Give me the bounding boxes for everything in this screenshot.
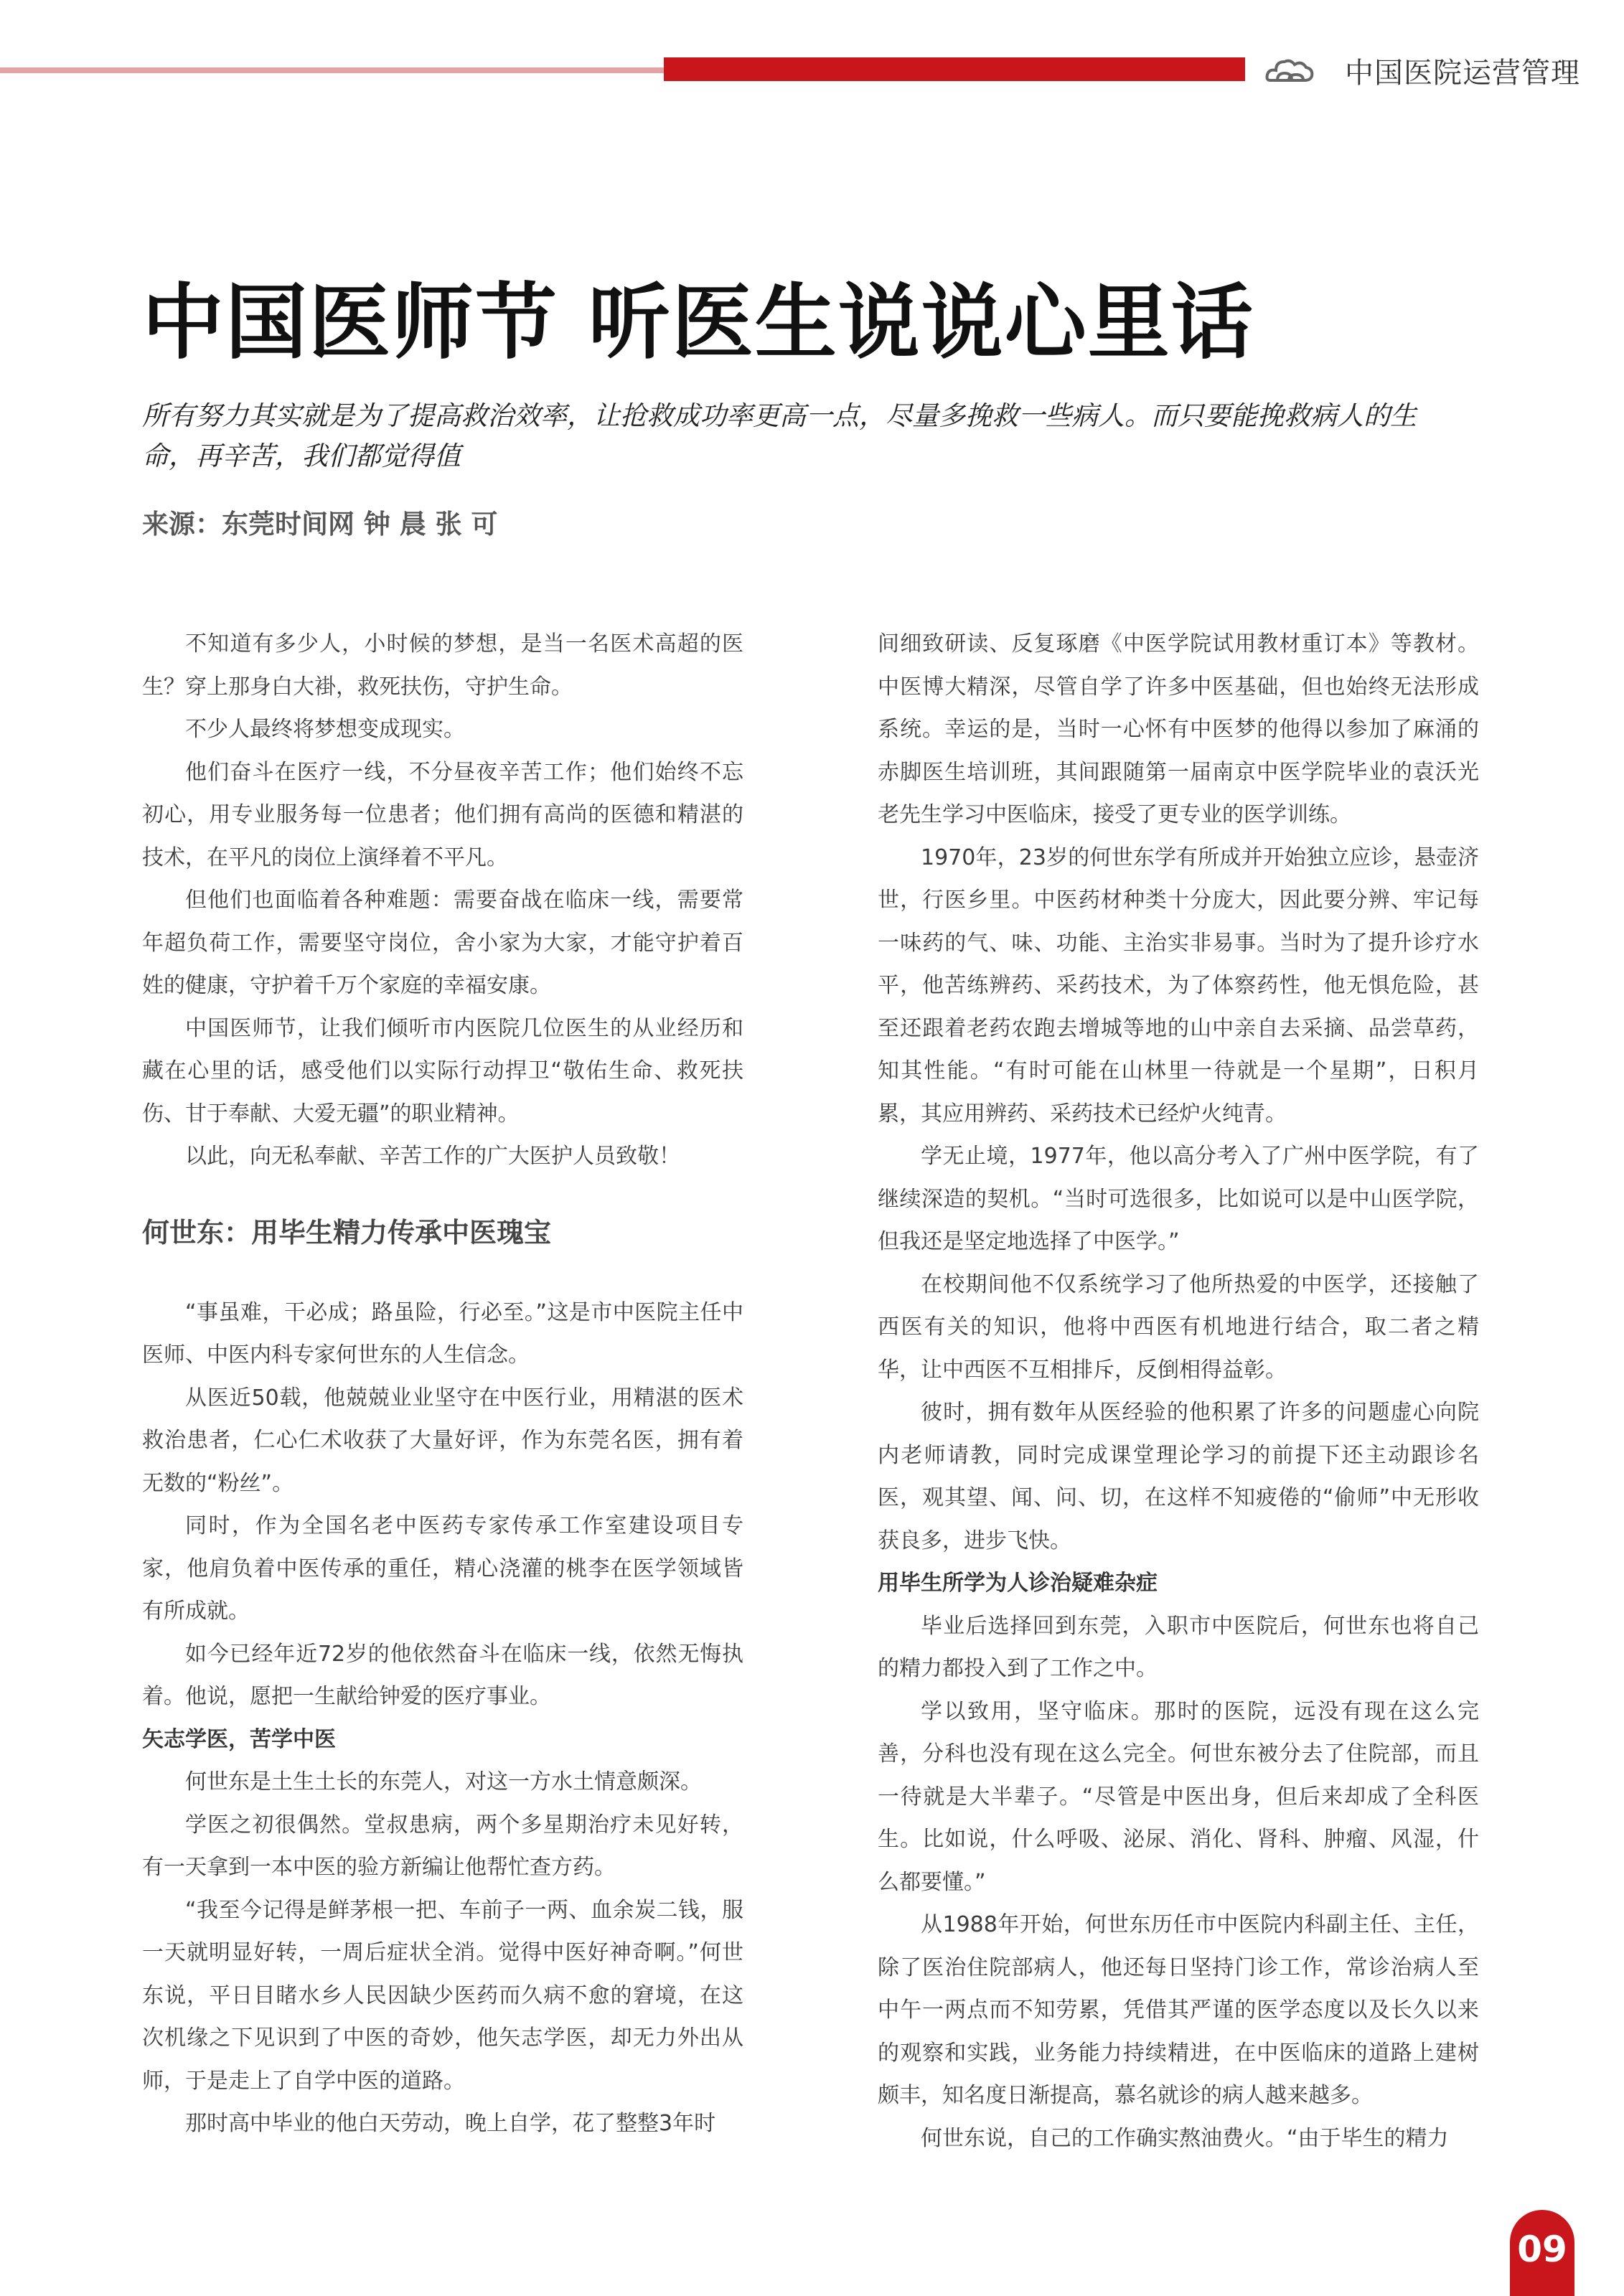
article-source: 来源：东莞时间网 钟 晨 张 可 (142, 509, 498, 540)
paragraph: “我至今记得是鲜茅根一把、车前子一两、血余炭二钱，服一天就明显好转，一周后症状全消。觉得中医好神奇啊。”何世东说，平日目睹水乡人民因缺少医药而久病不愈的窘境，在这次机缘之下见识到了中医的奇妙，他矢志学医，却无力外出从师，于是走上了自学中医的道路。 (142, 1897, 743, 2094)
article-subtitle: 所有努力其实就是为了提高救治效率，让抢救成功率更高一点，尽量多挽救一些病人。而只要能挽救病人的生命，再辛苦，我们都觉得值 (142, 400, 1417, 471)
paragraph: 不少人最终将梦想变成现实。 (185, 717, 465, 742)
paragraph: 以此，向无私奉献、辛苦工作的广大医护人员致敬！ (185, 1144, 680, 1169)
paragraph: 不知道有多少人，小时候的梦想，是当一名医术高超的医生？穿上那身白大褂，救死扶伤，守护生命。 (142, 631, 743, 700)
paragraph: 他们奋斗在医疗一线，不分昼夜辛苦工作；他们始终不忘初心，用专业服务每一位患者；他们拥有高尚的医德和精湛的技术，在平凡的岗位上演绎着不平凡。 (142, 759, 743, 870)
paragraph: 何世东说，自己的工作确实熬油费火。“由于毕生的精力 (921, 2125, 1449, 2151)
publication-brand: 中国医院运营管理 (1345, 57, 1580, 90)
cloud-logo-icon (1264, 52, 1315, 88)
paragraph: 从1988年开始，何世东历任市中医院内科副主任、主任，除了医治住院部病人，他还每日坚持门诊工作，常诊治病人至中午一两点而不知劳累，凭借其严谨的医学态度以及长久以来的观察和实践，业务能力持续精进，在中医临床的道路上建树颇丰，知名度日渐提高，慕名就诊的病人越来越多。 (878, 1912, 1479, 2108)
paragraph: 学医之初很偶然。堂叔患病，两个多星期治疗未见好转，有一天拿到一本中医的验方新编让他帮忙查方药。 (142, 1812, 743, 1880)
paragraph: 何世东是土生土长的东莞人，对这一方水土情意颇深。 (185, 1769, 702, 1794)
article-title: 中国医师节 听医生说说心里话 (142, 275, 1254, 370)
section-title: 何世东：用毕生精力传承中医瑰宝 (142, 1216, 552, 1248)
paragraph: 但他们也面临着各种难题：需要奋战在临床一线，需要常年超负荷工作，需要坚守岗位，舍小家为大家，才能守护着百姓的健康，守护着千万个家庭的幸福安康。 (142, 888, 743, 998)
page-number-badge: 09 (1510, 2210, 1574, 2296)
paragraph: 学以致用，坚守临床。那时的医院，远没有现在这么完善，分科也没有现在这么完全。何世东被分去了住院部，而且一待就是大半辈子。“尽管是中医出身，但后来却成了全科医生。比如说，什么呼吸、泌尿、消化、肾科、肿瘤、风湿，什么都要懂。” (878, 1698, 1479, 1895)
paragraph: 彼时，拥有数年从医经验的他积累了许多的问题虚心向院内老师请教，同时完成课堂理论学习的前提下还主动跟诊名医，观其望、闻、问、切，在这样不知疲倦的“偷师”中无形收获良多，进步飞快。 (878, 1400, 1479, 1553)
paragraph-continued: 间细致研读、反复琢磨《中医学院试用教材重订本》等教材。中医博大精深，尽管自学了许多中医基础，但也始终无法形成系统。幸运的是，当时一心怀有中医梦的他得以参加了麻涌的赤脚医生培训班，其间跟随第一届南京中医学院毕业的袁沃光老先生学习中医临床，接受了更专业的医学训练。 (878, 631, 1479, 827)
subheading: 矢志学医，苦学中医 (142, 1726, 336, 1752)
header-rule-red (664, 57, 1245, 81)
paragraph: “事虽难，干必成；路虽险，行必至。”这是市中医院主任中医师、中医内科专家何世东的人生信念。 (142, 1299, 743, 1368)
paragraph: 从医近50载，他兢兢业业坚守在中医行业，用精湛的医术救治患者，仁心仁术收获了大量好评，作为东莞名医，拥有着无数的“粉丝”。 (142, 1385, 743, 1496)
subheading: 用毕生所学为人诊治疑难杂症 (878, 1571, 1158, 1596)
paragraph: 1970年，23岁的何世东学有所成并开始独立应诊，悬壶济世，行医乡里。中医药材种类十分庞大，因此要分辨、牢记每一味药的气、味、功能、主治实非易事。当时为了提升诊疗水平，他苦练辨药、采药技术，为了体察药性，他无惧危险，甚至还跟着老药农跑去增城等地的山中亲自去采摘、品尝草药，知其性能。“有时可能在山林里一待就是一个星期”，日积月累，其应用辨药、采药技术已经炉火纯青。 (878, 844, 1479, 1126)
paragraph: 同时，作为全国名老中医药专家传承工作室建设项目专家，他肩负着中医传承的重任，精心浇灌的桃李在医学领域皆有所成就。 (142, 1513, 743, 1624)
header-rule-light (0, 67, 664, 73)
paragraph: 学无止境，1977年，他以高分考入了广州中医学院，有了继续深造的契机。“当时可选很多，比如说可以是中山医学院，但我还是坚定地选择了中医学。” (878, 1144, 1479, 1254)
paragraph: 那时高中毕业的他白天劳动，晚上自学，花了整整3年时 (185, 2111, 716, 2136)
paragraph: 中国医师节，让我们倾听市内医院几位医生的从业经历和藏在心里的话，感受他们以实际行动捍卫“敬佑生命、救死扶伤、甘于奉献、大爱无疆”的职业精神。 (142, 1015, 743, 1126)
paragraph: 如今已经年近72岁的他依然奋斗在临床一线，依然无悔执着。他说，愿把一生献给钟爱的医疗事业。 (142, 1641, 743, 1709)
right-column (878, 623, 1479, 2160)
paragraph: 毕业后选择回到东莞，入职市中医院后，何世东也将自己的精力都投入到了工作之中。 (878, 1613, 1479, 1681)
paragraph: 在校期间他不仅系统学习了他所热爱的中医学，还接触了西医有关的知识，他将中西医有机地进行结合，取二者之精华，让中西医不互相排斥，反倒相得益彰。 (878, 1271, 1479, 1383)
left-column (142, 623, 743, 2145)
